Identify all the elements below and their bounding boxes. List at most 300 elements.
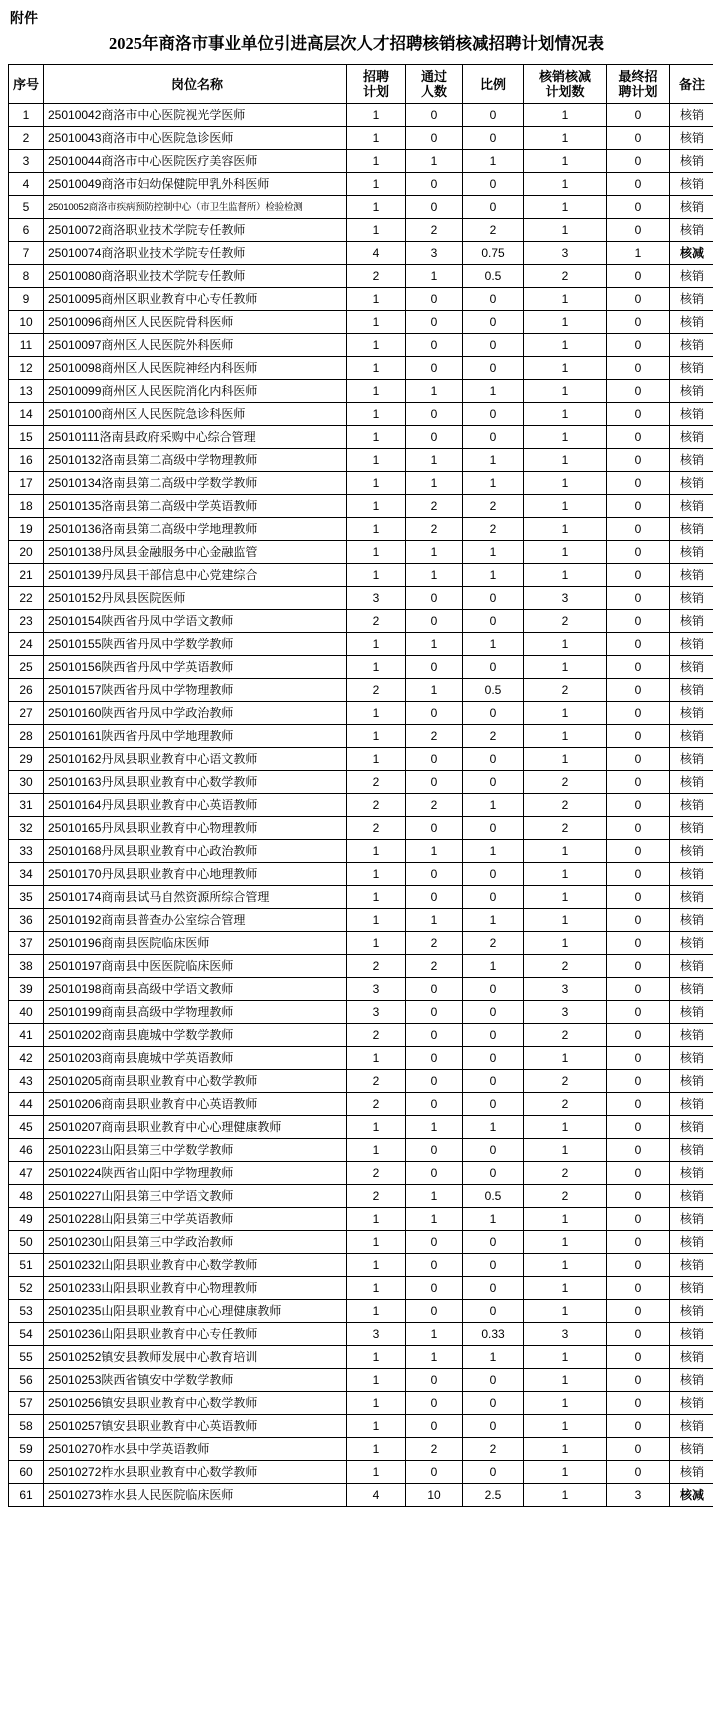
cell-final: 0 — [607, 541, 670, 564]
cell-final: 0 — [607, 1208, 670, 1231]
column-header-plan-line2: 计划 — [362, 84, 389, 99]
table-row — [9, 541, 713, 564]
cell-note: 核销 — [670, 1438, 713, 1461]
cell-note: 核销 — [670, 1231, 713, 1254]
recruitment-plan-table — [8, 64, 713, 1507]
cell-ratio: 0.5 — [463, 265, 524, 288]
cell-cut: 1 — [524, 748, 607, 771]
cell-position-name: 25010174商南县试马自然资源所综合管理 — [44, 886, 347, 909]
cell-ratio: 1 — [463, 380, 524, 403]
cell-note: 核减 — [670, 1484, 713, 1507]
table-row — [9, 380, 713, 403]
cell-ratio: 0 — [463, 1369, 524, 1392]
cell-plan: 1 — [347, 909, 406, 932]
cell-plan: 1 — [347, 1231, 406, 1254]
cell-position-name: 25010157陕西省丹凤中学物理教师 — [44, 679, 347, 702]
cell-pass: 0 — [406, 1047, 463, 1070]
table-row — [9, 104, 713, 127]
cell-seq: 42 — [9, 1047, 44, 1070]
cell-cut: 2 — [524, 955, 607, 978]
table-row — [9, 1162, 713, 1185]
cell-plan: 1 — [347, 1415, 406, 1438]
cell-ratio: 0.33 — [463, 1323, 524, 1346]
cell-position-name: 25010199商南县高级中学物理教师 — [44, 1001, 347, 1024]
cell-plan: 1 — [347, 725, 406, 748]
cell-position-name: 25010257镇安县职业教育中心英语教师 — [44, 1415, 347, 1438]
cell-final: 0 — [607, 449, 670, 472]
column-header-position-name: 岗位名称 — [44, 65, 347, 104]
cell-note: 核销 — [670, 1300, 713, 1323]
cell-seq: 2 — [9, 127, 44, 150]
table-row — [9, 610, 713, 633]
column-header-pass-line2: 人数 — [420, 84, 447, 99]
column-header-final-line2: 聘计划 — [618, 84, 658, 99]
table-header — [9, 65, 713, 104]
cell-ratio: 0 — [463, 127, 524, 150]
cell-note: 核销 — [670, 633, 713, 656]
cell-final: 0 — [607, 1093, 670, 1116]
cell-cut: 1 — [524, 357, 607, 380]
cell-plan: 3 — [347, 1001, 406, 1024]
cell-position-name: 25010165丹凤县职业教育中心物理教师 — [44, 817, 347, 840]
cell-position-name: 25010072商洛职业技术学院专任教师 — [44, 219, 347, 242]
cell-seq: 29 — [9, 748, 44, 771]
cell-position-name: 25010227山阳县第三中学语文教师 — [44, 1185, 347, 1208]
cell-plan: 3 — [347, 587, 406, 610]
cell-ratio: 0 — [463, 1254, 524, 1277]
cell-position-name: 25010273柞水县人民医院临床医师 — [44, 1484, 347, 1507]
cell-pass: 0 — [406, 1001, 463, 1024]
cell-plan: 1 — [347, 1139, 406, 1162]
cell-pass: 0 — [406, 334, 463, 357]
cell-cut: 3 — [524, 242, 607, 265]
cell-seq: 21 — [9, 564, 44, 587]
cell-seq: 41 — [9, 1024, 44, 1047]
cell-plan: 1 — [347, 633, 406, 656]
cell-pass: 0 — [406, 587, 463, 610]
table-row — [9, 288, 713, 311]
cell-ratio: 0 — [463, 748, 524, 771]
cell-note: 核销 — [670, 1001, 713, 1024]
cell-plan: 1 — [347, 495, 406, 518]
cell-plan: 1 — [347, 449, 406, 472]
cell-position-name: 25010170丹凤县职业教育中心地理教师 — [44, 863, 347, 886]
cell-ratio: 0 — [463, 1300, 524, 1323]
column-header-seq: 序号 — [9, 65, 44, 104]
table-row — [9, 863, 713, 886]
cell-plan: 1 — [347, 311, 406, 334]
cell-pass: 1 — [406, 1208, 463, 1231]
cell-note: 核销 — [670, 311, 713, 334]
cell-ratio: 2 — [463, 725, 524, 748]
cell-cut: 1 — [524, 518, 607, 541]
cell-pass: 0 — [406, 978, 463, 1001]
table-row — [9, 587, 713, 610]
cell-ratio: 1 — [463, 633, 524, 656]
cell-pass: 0 — [406, 610, 463, 633]
cell-final: 0 — [607, 1323, 670, 1346]
cell-pass: 2 — [406, 932, 463, 955]
table-row — [9, 1139, 713, 1162]
cell-ratio: 0 — [463, 288, 524, 311]
cell-pass: 0 — [406, 1300, 463, 1323]
cell-seq: 6 — [9, 219, 44, 242]
table-row — [9, 794, 713, 817]
cell-pass: 1 — [406, 472, 463, 495]
cell-pass: 1 — [406, 1346, 463, 1369]
cell-pass: 0 — [406, 1415, 463, 1438]
cell-ratio: 1 — [463, 150, 524, 173]
cell-ratio: 0 — [463, 426, 524, 449]
cell-ratio: 0 — [463, 173, 524, 196]
cell-position-name: 25010256镇安县职业教育中心数学教师 — [44, 1392, 347, 1415]
cell-plan: 4 — [347, 1484, 406, 1507]
cell-final: 0 — [607, 1346, 670, 1369]
cell-final: 0 — [607, 610, 670, 633]
page-title: 2025年商洛市事业单位引进高层次人才招聘核销核减招聘计划情况表 — [109, 34, 604, 53]
cell-ratio: 0 — [463, 817, 524, 840]
cell-final: 0 — [607, 1277, 670, 1300]
cell-final: 0 — [607, 863, 670, 886]
table-row — [9, 679, 713, 702]
cell-note: 核销 — [670, 1346, 713, 1369]
cell-ratio: 1 — [463, 1346, 524, 1369]
cell-seq: 51 — [9, 1254, 44, 1277]
cell-plan: 1 — [347, 702, 406, 725]
cell-position-name: 25010080商洛职业技术学院专任教师 — [44, 265, 347, 288]
cell-final: 0 — [607, 334, 670, 357]
table-row — [9, 1231, 713, 1254]
cell-plan: 1 — [347, 472, 406, 495]
cell-pass: 0 — [406, 1369, 463, 1392]
table-row — [9, 725, 713, 748]
cell-final: 0 — [607, 702, 670, 725]
cell-plan: 2 — [347, 1093, 406, 1116]
table-row — [9, 1047, 713, 1070]
cell-ratio: 0 — [463, 1162, 524, 1185]
cell-seq: 15 — [9, 426, 44, 449]
cell-final: 0 — [607, 104, 670, 127]
cell-cut: 1 — [524, 1116, 607, 1139]
cell-cut: 3 — [524, 1001, 607, 1024]
cell-note: 核销 — [670, 357, 713, 380]
cell-final: 0 — [607, 173, 670, 196]
cell-pass: 3 — [406, 242, 463, 265]
cell-plan: 3 — [347, 978, 406, 1001]
cell-seq: 23 — [9, 610, 44, 633]
cell-pass: 1 — [406, 1185, 463, 1208]
cell-seq: 49 — [9, 1208, 44, 1231]
cell-plan: 1 — [347, 1047, 406, 1070]
cell-cut: 1 — [524, 288, 607, 311]
cell-ratio: 1 — [463, 909, 524, 932]
cell-final: 0 — [607, 1162, 670, 1185]
cell-note: 核销 — [670, 1093, 713, 1116]
cell-final: 0 — [607, 403, 670, 426]
cell-note: 核销 — [670, 104, 713, 127]
cell-seq: 20 — [9, 541, 44, 564]
table-body — [9, 104, 713, 1507]
cell-cut: 1 — [524, 1369, 607, 1392]
cell-cut: 1 — [524, 932, 607, 955]
cell-plan: 1 — [347, 1346, 406, 1369]
cell-pass: 0 — [406, 1024, 463, 1047]
cell-seq: 35 — [9, 886, 44, 909]
cell-position-name: 25010198商南县高级中学语文教师 — [44, 978, 347, 1001]
column-header-note: 备注 — [670, 65, 713, 104]
cell-cut: 2 — [524, 1070, 607, 1093]
cell-note: 核销 — [670, 725, 713, 748]
cell-ratio: 2 — [463, 219, 524, 242]
cell-final: 0 — [607, 1231, 670, 1254]
cell-ratio: 1 — [463, 449, 524, 472]
cell-position-name: 25010044商洛市中心医院医疗美容医师 — [44, 150, 347, 173]
cell-final: 0 — [607, 495, 670, 518]
cell-final: 0 — [607, 656, 670, 679]
cell-cut: 3 — [524, 978, 607, 1001]
cell-cut: 1 — [524, 380, 607, 403]
cell-cut: 1 — [524, 1254, 607, 1277]
cell-plan: 1 — [347, 104, 406, 127]
cell-final: 0 — [607, 426, 670, 449]
cell-pass: 1 — [406, 679, 463, 702]
cell-final: 0 — [607, 357, 670, 380]
cell-pass: 0 — [406, 817, 463, 840]
cell-plan: 1 — [347, 1116, 406, 1139]
cell-pass: 0 — [406, 1070, 463, 1093]
cell-final: 1 — [607, 242, 670, 265]
cell-cut: 1 — [524, 1047, 607, 1070]
cell-position-name: 25010052商洛市疾病预防控制中心（市卫生监督所）检验检测 — [44, 196, 347, 219]
table-row — [9, 1116, 713, 1139]
cell-seq: 28 — [9, 725, 44, 748]
cell-note: 核销 — [670, 748, 713, 771]
cell-plan: 1 — [347, 1254, 406, 1277]
cell-seq: 55 — [9, 1346, 44, 1369]
cell-pass: 1 — [406, 150, 463, 173]
cell-ratio: 1 — [463, 564, 524, 587]
cell-position-name: 25010135洛南县第二高级中学英语教师 — [44, 495, 347, 518]
cell-position-name: 25010136洛南县第二高级中学地理教师 — [44, 518, 347, 541]
cell-note: 核销 — [670, 1070, 713, 1093]
cell-plan: 2 — [347, 1185, 406, 1208]
cell-seq: 50 — [9, 1231, 44, 1254]
cell-seq: 36 — [9, 909, 44, 932]
cell-plan: 1 — [347, 426, 406, 449]
cell-cut: 1 — [524, 1392, 607, 1415]
table-row — [9, 1369, 713, 1392]
cell-seq: 61 — [9, 1484, 44, 1507]
cell-final: 0 — [607, 1254, 670, 1277]
cell-pass: 0 — [406, 656, 463, 679]
cell-final: 0 — [607, 817, 670, 840]
cell-ratio: 0.5 — [463, 679, 524, 702]
cell-final: 0 — [607, 587, 670, 610]
cell-note: 核销 — [670, 219, 713, 242]
cell-position-name: 25010207商南县职业教育中心心理健康教师 — [44, 1116, 347, 1139]
cell-cut: 1 — [524, 1300, 607, 1323]
cell-position-name: 25010228山阳县第三中学英语教师 — [44, 1208, 347, 1231]
cell-final: 0 — [607, 679, 670, 702]
cell-seq: 33 — [9, 840, 44, 863]
table-row — [9, 1392, 713, 1415]
cell-final: 0 — [607, 1001, 670, 1024]
cell-position-name: 25010160陕西省丹凤中学政治教师 — [44, 702, 347, 725]
cell-position-name: 25010138丹凤县金融服务中心金融监管 — [44, 541, 347, 564]
cell-cut: 1 — [524, 426, 607, 449]
cell-position-name: 25010205商南县职业教育中心数学教师 — [44, 1070, 347, 1093]
table-row — [9, 955, 713, 978]
cell-note: 核销 — [670, 564, 713, 587]
table-row — [9, 1300, 713, 1323]
cell-seq: 53 — [9, 1300, 44, 1323]
cell-plan: 1 — [347, 1438, 406, 1461]
cell-pass: 0 — [406, 1461, 463, 1484]
table-row — [9, 1070, 713, 1093]
cell-final: 0 — [607, 1392, 670, 1415]
cell-ratio: 0.75 — [463, 242, 524, 265]
column-header-ratio: 比例 — [463, 65, 524, 104]
cell-cut: 1 — [524, 472, 607, 495]
cell-seq: 32 — [9, 817, 44, 840]
cell-plan: 3 — [347, 1323, 406, 1346]
cell-seq: 13 — [9, 380, 44, 403]
cell-cut: 1 — [524, 702, 607, 725]
cell-seq: 46 — [9, 1139, 44, 1162]
cell-note: 核销 — [670, 1369, 713, 1392]
cell-plan: 1 — [347, 1369, 406, 1392]
cell-plan: 2 — [347, 794, 406, 817]
cell-final: 0 — [607, 1024, 670, 1047]
cell-note: 核销 — [670, 334, 713, 357]
cell-seq: 18 — [9, 495, 44, 518]
cell-note: 核销 — [670, 886, 713, 909]
column-header-final-line1: 最终招 — [618, 69, 658, 84]
cell-pass: 1 — [406, 1116, 463, 1139]
cell-ratio: 0 — [463, 311, 524, 334]
table-row — [9, 242, 713, 265]
cell-seq: 39 — [9, 978, 44, 1001]
cell-cut: 1 — [524, 1208, 607, 1231]
cell-note: 核销 — [670, 1254, 713, 1277]
cell-pass: 0 — [406, 173, 463, 196]
cell-cut: 2 — [524, 771, 607, 794]
cell-final: 3 — [607, 1484, 670, 1507]
cell-seq: 37 — [9, 932, 44, 955]
table-row — [9, 886, 713, 909]
cell-cut: 2 — [524, 794, 607, 817]
cell-seq: 4 — [9, 173, 44, 196]
cell-cut: 1 — [524, 1231, 607, 1254]
cell-pass: 0 — [406, 1139, 463, 1162]
cell-position-name: 25010098商州区人民医院神经内科医师 — [44, 357, 347, 380]
cell-final: 0 — [607, 932, 670, 955]
cell-seq: 27 — [9, 702, 44, 725]
cell-position-name: 25010074商洛职业技术学院专任教师 — [44, 242, 347, 265]
cell-position-name: 25010132洛南县第二高级中学物理教师 — [44, 449, 347, 472]
cell-cut: 1 — [524, 403, 607, 426]
cell-cut: 1 — [524, 840, 607, 863]
cell-final: 0 — [607, 288, 670, 311]
cell-pass: 10 — [406, 1484, 463, 1507]
cell-note: 核销 — [670, 150, 713, 173]
cell-cut: 1 — [524, 886, 607, 909]
table-row — [9, 449, 713, 472]
column-header-cut-line1: 核销核减 — [538, 69, 591, 84]
cell-pass: 0 — [406, 1093, 463, 1116]
cell-note: 核销 — [670, 518, 713, 541]
cell-final: 0 — [607, 1116, 670, 1139]
cell-position-name: 25010235山阳县职业教育中心心理健康教师 — [44, 1300, 347, 1323]
cell-note: 核销 — [670, 932, 713, 955]
column-header-final — [607, 65, 670, 104]
cell-position-name: 25010139丹凤县干部信息中心党建综合 — [44, 564, 347, 587]
cell-plan: 1 — [347, 863, 406, 886]
cell-plan: 1 — [347, 886, 406, 909]
cell-position-name: 25010203商南县鹿城中学英语教师 — [44, 1047, 347, 1070]
cell-seq: 34 — [9, 863, 44, 886]
cell-pass: 0 — [406, 702, 463, 725]
cell-seq: 52 — [9, 1277, 44, 1300]
cell-plan: 2 — [347, 265, 406, 288]
cell-plan: 1 — [347, 1392, 406, 1415]
cell-note: 核销 — [670, 1208, 713, 1231]
cell-position-name: 25010270柞水县中学英语教师 — [44, 1438, 347, 1461]
cell-ratio: 2.5 — [463, 1484, 524, 1507]
cell-pass: 2 — [406, 1438, 463, 1461]
cell-position-name: 25010163丹凤县职业教育中心数学教师 — [44, 771, 347, 794]
cell-note: 核销 — [670, 288, 713, 311]
cell-final: 0 — [607, 1300, 670, 1323]
cell-seq: 44 — [9, 1093, 44, 1116]
cell-note: 核销 — [670, 449, 713, 472]
cell-seq: 17 — [9, 472, 44, 495]
table-row — [9, 196, 713, 219]
cell-cut: 1 — [524, 725, 607, 748]
cell-seq: 60 — [9, 1461, 44, 1484]
cell-pass: 2 — [406, 219, 463, 242]
cell-note: 核销 — [670, 702, 713, 725]
cell-plan: 1 — [347, 840, 406, 863]
cell-plan: 2 — [347, 1162, 406, 1185]
cell-cut: 1 — [524, 104, 607, 127]
cell-pass: 0 — [406, 127, 463, 150]
cell-final: 0 — [607, 1047, 670, 1070]
cell-cut: 2 — [524, 817, 607, 840]
cell-position-name: 25010236山阳县职业教育中心专任教师 — [44, 1323, 347, 1346]
cell-ratio: 0 — [463, 702, 524, 725]
cell-note: 核销 — [670, 1185, 713, 1208]
cell-note: 核销 — [670, 1116, 713, 1139]
cell-pass: 0 — [406, 1254, 463, 1277]
cell-ratio: 2 — [463, 518, 524, 541]
cell-cut: 1 — [524, 1415, 607, 1438]
cell-position-name: 25010223山阳县第三中学数学教师 — [44, 1139, 347, 1162]
cell-final: 0 — [607, 1185, 670, 1208]
cell-note: 核销 — [670, 1323, 713, 1346]
cell-position-name: 25010272柞水县职业教育中心数学教师 — [44, 1461, 347, 1484]
cell-note: 核销 — [670, 610, 713, 633]
cell-seq: 1 — [9, 104, 44, 127]
cell-seq: 24 — [9, 633, 44, 656]
cell-ratio: 0 — [463, 1231, 524, 1254]
cell-seq: 48 — [9, 1185, 44, 1208]
cell-position-name: 25010162丹凤县职业教育中心语文教师 — [44, 748, 347, 771]
cell-pass: 0 — [406, 104, 463, 127]
cell-pass: 0 — [406, 748, 463, 771]
cell-pass: 0 — [406, 863, 463, 886]
cell-position-name: 25010232山阳县职业教育中心数学教师 — [44, 1254, 347, 1277]
